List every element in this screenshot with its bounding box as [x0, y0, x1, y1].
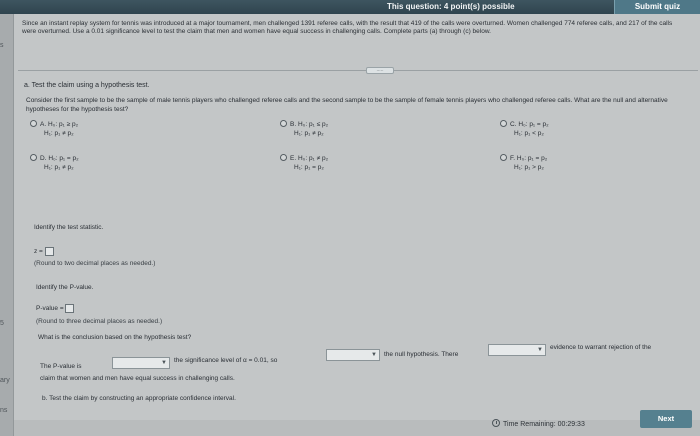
p-value-var: P-value =	[36, 305, 64, 313]
option-letter: C.	[510, 121, 517, 128]
option-f[interactable]	[500, 154, 547, 172]
dropdown-arrow-icon: ▼	[161, 360, 167, 366]
conclusion-text-5: claim that women and men have equal success in challenging calls.	[40, 375, 235, 382]
option-null-hypothesis: H₀: p₁ = p₂	[518, 121, 549, 128]
clock-icon	[492, 419, 500, 427]
part-b-title: b. Test the claim by constructing an appropriate confidence interval.	[42, 395, 236, 402]
z-input[interactable]	[45, 247, 54, 256]
conclusion-text-2: the significance level of α = 0.01, so	[174, 357, 278, 364]
decision-select[interactable]	[326, 349, 380, 361]
radio-icon[interactable]	[280, 154, 287, 161]
p-value-hint: (Round to three decimal places as needed.)	[36, 318, 163, 325]
option-alt-hypothesis: H₁: p₁ < p₂	[514, 130, 544, 137]
time-remaining-label: Time Remaining: 00:29:33	[503, 421, 585, 428]
submit-quiz-button[interactable]: Submit quiz	[614, 0, 700, 14]
option-null-hypothesis: H₀: p₁ ≠ p₂	[297, 155, 329, 162]
time-remaining	[492, 419, 585, 428]
conclusion-text-4: evidence to warrant rejection of the	[550, 344, 652, 351]
option-letter: F.	[510, 155, 516, 162]
question-panel	[14, 14, 700, 420]
option-alt-hypothesis: H₁: p₁ ≠ p₂	[44, 130, 74, 137]
problem-statement: Since an instant replay system for tennis was introduced at a major tournament, men challenged 1391 referee calls, with the result that 419 of the calls were overturned. Women challenged 774 referee calls, and 217 of the calls were overturned. Use a 0.01 significance level to test the claim that men and women have equal success in challenging calls. Complete parts (a) through (c) below.	[22, 20, 673, 35]
test-statistic-row	[34, 247, 54, 256]
option-e[interactable]	[280, 154, 328, 172]
option-letter: D.	[40, 155, 47, 162]
radio-icon[interactable]	[30, 120, 37, 127]
sidebar-label: ary	[0, 377, 10, 384]
part-a-instructions: Consider the first sample to be the sample of male tennis players who challenged referee calls and the second sample to be the sample of female tennis players who challenged referee calls. What are the null and alternative hypotheses for the hypothesis test?	[26, 97, 668, 113]
radio-icon[interactable]	[500, 154, 507, 161]
sidebar-label: ns	[0, 407, 8, 414]
option-letter: A.	[40, 121, 47, 128]
sidebar-label: 5	[0, 320, 4, 327]
option-letter: E.	[290, 155, 297, 162]
p-value-label: Identify the P-value.	[36, 284, 94, 291]
comparison-select[interactable]	[112, 357, 170, 369]
test-statistic-hint: (Round to two decimal places as needed.)	[34, 260, 156, 267]
option-d[interactable]	[30, 154, 79, 172]
option-alt-hypothesis: H₁: p₁ > p₂	[514, 164, 544, 171]
left-sidebar	[0, 14, 14, 436]
option-null-hypothesis: H₀: p₁ = p₂	[516, 155, 548, 162]
conclusion-text-3: the null hypothesis. There	[384, 351, 459, 358]
option-null-hypothesis: H₀: p₁ = p₂	[48, 155, 79, 162]
z-label: z =	[34, 248, 43, 256]
option-c[interactable]	[500, 120, 549, 138]
option-null-hypothesis: H₀: p₁ ≤ p₂	[297, 121, 329, 128]
divider	[18, 70, 698, 71]
p-value-row	[36, 304, 74, 313]
option-letter: B.	[290, 121, 297, 128]
dropdown-arrow-icon: ▼	[537, 347, 543, 353]
evidence-select[interactable]	[488, 344, 546, 356]
option-null-hypothesis: H₀: p₁ ≥ p₂	[47, 121, 79, 128]
option-alt-hypothesis: H₁: p₁ ≠ p₂	[294, 130, 324, 137]
sidebar-label: s	[0, 42, 4, 49]
option-alt-hypothesis: H₁: p₁ = p₂	[294, 164, 324, 171]
p-value-input[interactable]	[65, 304, 74, 313]
test-statistic-label: Identify the test statistic.	[34, 224, 104, 231]
question-points-info: This question: 4 point(s) possible	[387, 2, 515, 11]
conclusion-text-1: The P-value is	[40, 363, 82, 370]
radio-icon[interactable]	[500, 120, 507, 127]
option-alt-hypothesis: H₁: p₁ ≠ p₂	[44, 164, 74, 171]
dropdown-arrow-icon: ▼	[371, 352, 377, 358]
radio-icon[interactable]	[280, 120, 287, 127]
next-button[interactable]: Next	[640, 410, 692, 428]
expand-more-button[interactable]: .....	[366, 67, 394, 74]
option-b[interactable]	[280, 120, 328, 138]
part-a-title: a. Test the claim using a hypothesis test.	[24, 82, 150, 89]
option-a[interactable]	[30, 120, 78, 138]
conclusion-question: What is the conclusion based on the hypothesis test?	[38, 334, 192, 341]
radio-icon[interactable]	[30, 154, 37, 161]
